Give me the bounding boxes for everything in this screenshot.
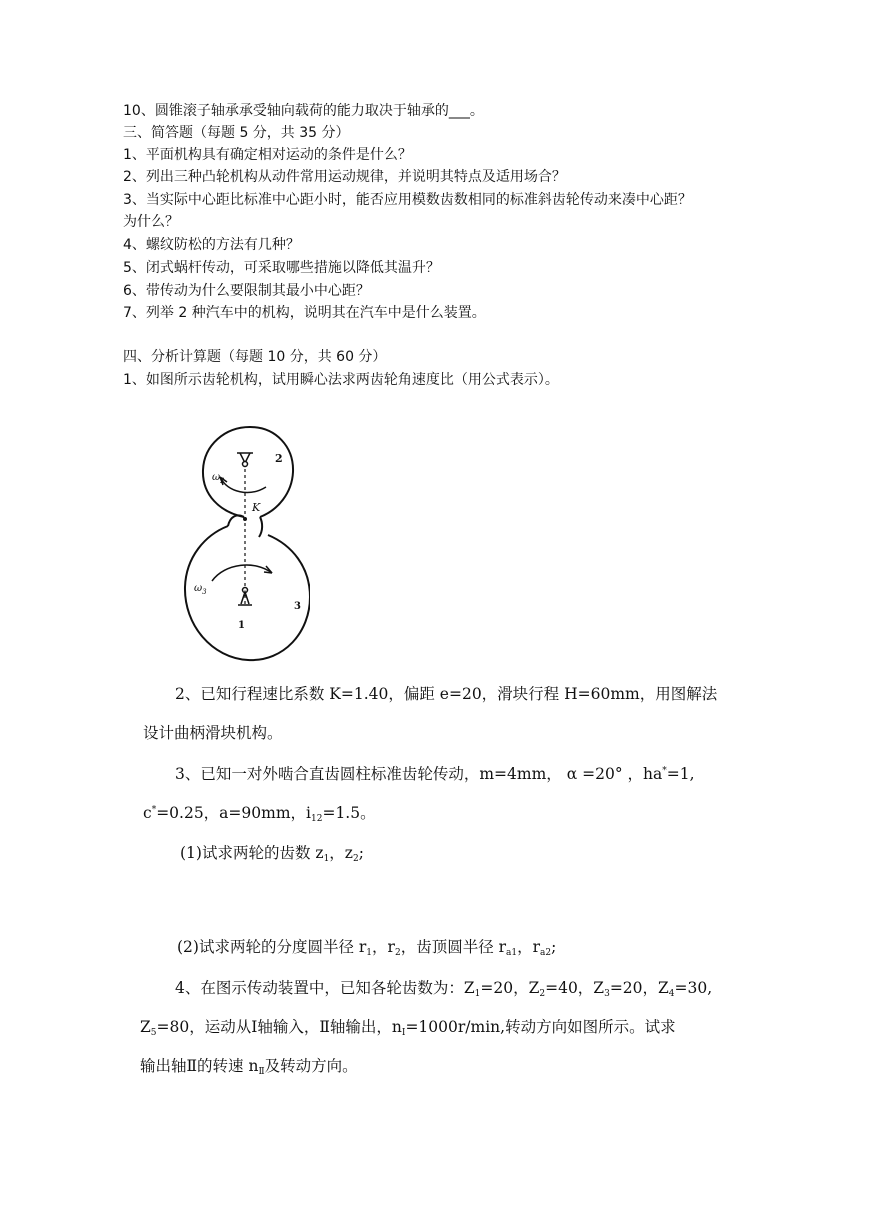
figure-label-omega2 <box>212 473 225 485</box>
q3-part2-text: (2)试求两轮的分度圆半径 r <box>177 938 367 956</box>
figure-label-omega3 <box>194 584 207 596</box>
q3-ha-star: * <box>662 766 667 776</box>
short-question-7: 7、列举 2 种汽车中的机构，说明其在汽车中是什么装置。 <box>123 305 486 321</box>
q3-part1-mid: ，z <box>329 844 353 862</box>
q3-part1-text: (1)试求两轮的齿数 z <box>180 844 324 862</box>
omega2-symbol: ω <box>212 472 221 483</box>
gear-2-tooth <box>259 517 262 537</box>
q4-line2-end: =1000r/min,转动方向如图所示。试求 <box>405 1018 676 1036</box>
q3-ra1-sub: a1 <box>506 948 518 958</box>
calc-question-3-part1 <box>180 846 364 864</box>
q4-n1-sub: Ⅰ <box>401 1028 406 1038</box>
q3-z1-sub: 1 <box>323 854 330 864</box>
q3-c-star: * <box>151 805 157 815</box>
q3-part2-end: ; <box>551 938 557 956</box>
q3-part1-end: ; <box>358 844 364 862</box>
calc-question-4-line3 <box>140 1059 358 1077</box>
q3-i-sub: 12 <box>311 814 323 824</box>
q4-z1-val: =20，Z <box>480 979 540 997</box>
q3-r2-sub: 2 <box>394 948 401 958</box>
q3-z2-sub: 2 <box>352 854 359 864</box>
q4-z5: Z <box>140 1018 151 1036</box>
calc-question-2-line2: 设计曲柄滑块机构。 <box>143 724 283 742</box>
q3-part2-mid2: ，齿顶圆半径 r <box>400 938 507 956</box>
q4-z3-val: =20，Z <box>609 979 669 997</box>
short-question-1: 1、平面机构具有确定相对运动的条件是什么？ <box>123 147 412 163</box>
q3-r1-sub: 1 <box>366 948 373 958</box>
q4-z3-sub: 3 <box>604 989 610 999</box>
pivot-2 <box>237 453 253 467</box>
figure-label-2: 2 <box>275 452 283 465</box>
q3-part2-mid3: ，r <box>517 938 541 956</box>
figure-label-1: 1 <box>238 620 245 631</box>
q4-z4-val: =30, <box>674 979 713 997</box>
omega3-arrow <box>212 565 272 581</box>
q3-ha-value: =1, <box>666 765 695 783</box>
short-question-3-line1: 3、当实际中心距比标准中心距小时，能否应用模数齿数相同的标准斜齿轮传动来凑中心距？ <box>123 192 692 208</box>
contact-point-k <box>243 517 247 521</box>
question-10: 10、圆锥滚子轴承承受轴向载荷的能力取决于轴承的___。 <box>123 103 484 119</box>
q3-ratio: =1.5。 <box>322 804 376 822</box>
q3-ra2-sub: a2 <box>540 948 552 958</box>
calc-question-3-line2 <box>143 806 376 824</box>
calc-question-4-line2 <box>140 1020 676 1038</box>
q4-line1-text: 4、在图示传动装置中，已知各轮齿数为：Z <box>175 979 475 997</box>
gear-3-tooth <box>228 515 244 526</box>
gear-mechanism-figure <box>170 415 310 675</box>
short-question-6: 6、带传动为什么要限制其最小中心距？ <box>123 283 370 299</box>
figure-label-k: K <box>252 501 261 514</box>
q3-c: c <box>143 804 152 822</box>
section-3-heading: 三、简答题（每题 5 分，共 35 分） <box>123 125 350 141</box>
q4-line3-end: 及转动方向。 <box>264 1057 358 1075</box>
q4-z4-sub: 4 <box>668 989 675 999</box>
omega3-sub: 3 <box>202 588 207 596</box>
omega2-arrow <box>220 477 266 492</box>
section-4-heading: 四、分析计算题（每题 10 分，共 60 分） <box>123 349 387 365</box>
q4-line3-text: 输出轴Ⅱ的转速 n <box>140 1057 259 1075</box>
short-question-4: 4、螺纹防松的方法有几种？ <box>123 237 300 253</box>
omega3-symbol: ω <box>194 583 203 594</box>
q3-line1-text: 3、已知一对外啮合直齿圆柱标准齿轮传动，m=4mm， α =20° ，ha <box>175 765 663 783</box>
short-question-2: 2、列出三种凸轮机构从动件常用运动规律，并说明其特点及适用场合？ <box>123 169 566 185</box>
q3-part2-mid1: ，r <box>372 938 395 956</box>
q4-z5-sub: 5 <box>150 1028 157 1038</box>
short-question-5: 5、闭式蜗杆传动，可采取哪些措施以降低其温升？ <box>123 260 440 276</box>
calc-question-2-line1: 2、已知行程速比系数 K=1.40，偏距 e=20，滑块行程 H=60mm，用图解法 <box>175 685 718 703</box>
omega2-sub: 2 <box>220 477 225 485</box>
figure-label-3: 3 <box>294 601 301 612</box>
q3-line2-text: =0.25，a=90mm，i <box>156 804 311 822</box>
q4-z1-sub: 1 <box>474 989 481 999</box>
q4-n2-sub: Ⅱ <box>258 1067 265 1077</box>
calc-question-4-line1 <box>175 981 712 999</box>
q4-line2-text: =80，运动从Ⅰ轴输入，Ⅱ轴输出，n <box>156 1018 402 1036</box>
short-question-3-line2: 为什么？ <box>123 214 179 230</box>
q4-z2-sub: 2 <box>539 989 546 999</box>
calc-question-3-line1 <box>175 767 695 783</box>
q4-z2-val: =40，Z <box>545 979 605 997</box>
calc-question-1: 1、如图所示齿轮机构，试用瞬心法求两齿轮角速度比（用公式表示）。 <box>123 372 559 388</box>
calc-question-3-part2 <box>177 940 556 958</box>
